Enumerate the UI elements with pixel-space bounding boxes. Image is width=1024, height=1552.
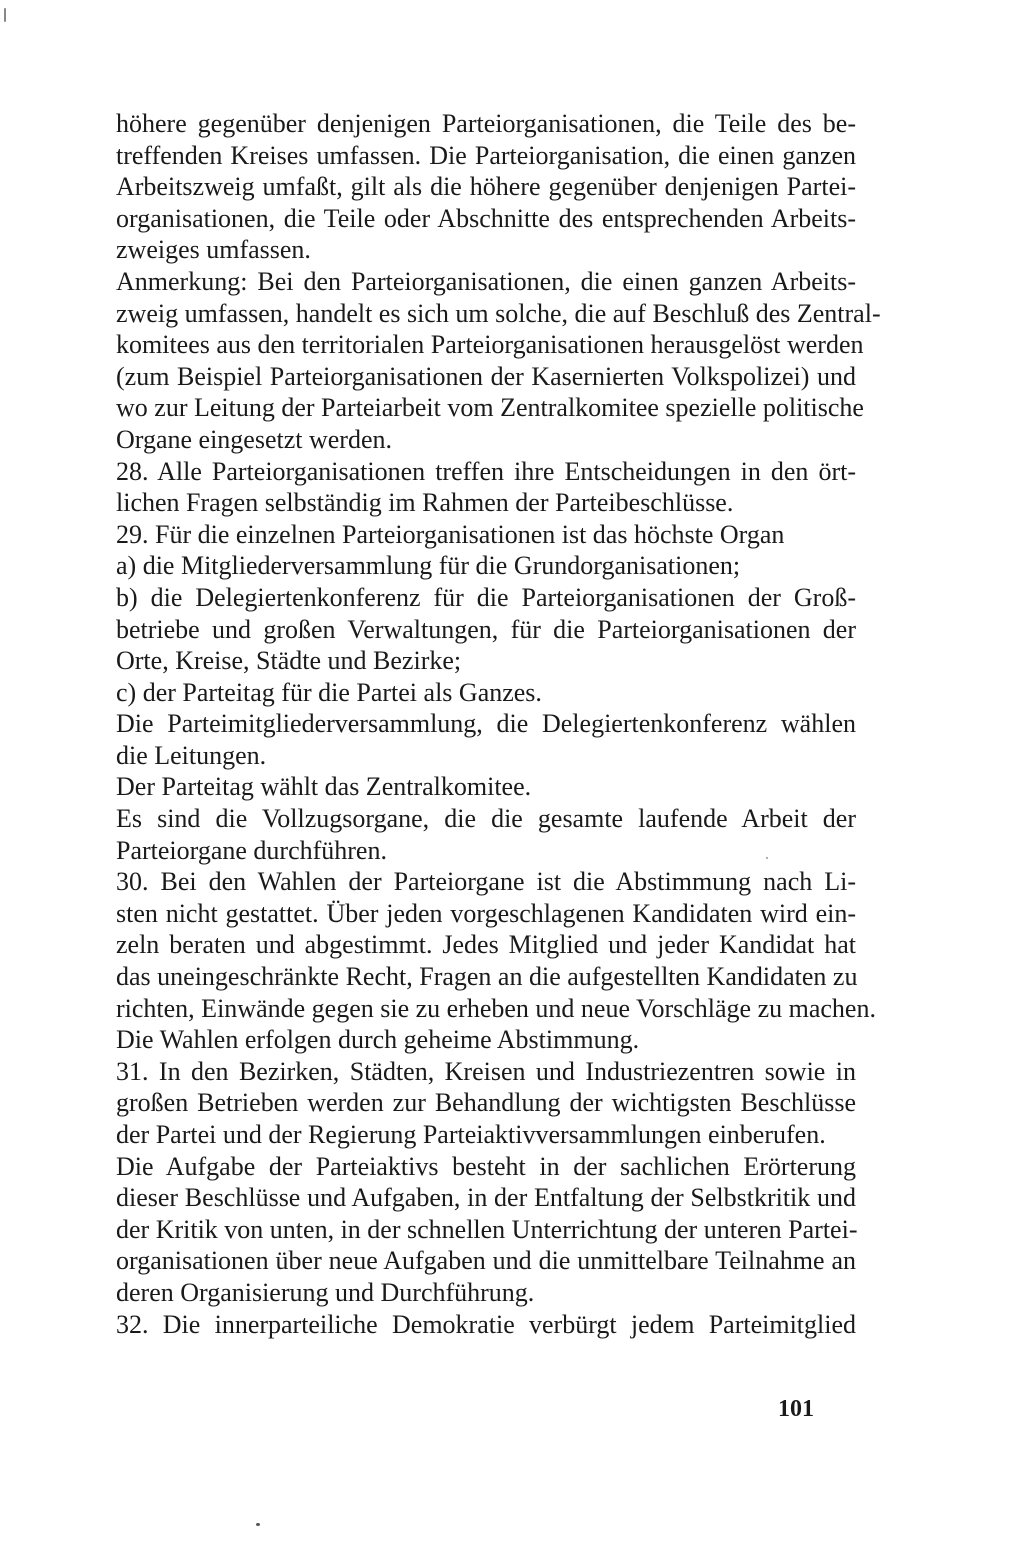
text-line: das uneingeschränkte Recht, Fragen an die aufgestellten Kandidaten zu <box>116 962 858 992</box>
text-line: Anmerkung: Bei den Parteiorganisationen, die einen ganzen Arbeits- <box>116 266 856 296</box>
text-line: 30. Bei den Wahlen der Parteiorgane ist die Abstimmung nach Li- <box>116 867 856 897</box>
text-line: Die Aufgabe der Parteiaktivs besteht in der sachlichen Erörterung <box>116 1151 856 1181</box>
text-line: Orte, Kreise, Städte und Bezirke; <box>116 646 462 676</box>
text-line: a) die Mitgliederversammlung für die Grundorganisationen; <box>116 551 741 581</box>
body-text <box>116 108 881 1340</box>
text-line: der Partei und der Regierung Parteiaktivversammlungen einberufen. <box>116 1120 826 1149</box>
text-line: zeln beraten und abgestimmt. Jedes Mitglied und jeder Kandidat hat <box>116 930 856 960</box>
text-line: treffenden Kreises umfassen. Die Parteiorganisation, die einen ganzen <box>116 140 856 170</box>
text-line: (zum Beispiel Parteiorganisationen der Kasernierten Volkspolizei) und <box>116 361 856 391</box>
text-line: wo zur Leitung der Parteiarbeit vom Zentralkomitee spezielle politische <box>116 393 864 423</box>
text-line: richten, Einwände gegen sie zu erheben und neue Vorschläge zu machen. <box>116 993 876 1023</box>
text-line: höhere gegenüber denjenigen Parteiorganisationen, die Teile des be- <box>116 109 856 138</box>
text-line: zweiges umfassen. <box>116 235 311 265</box>
text-line: sten nicht gestattet. Über jeden vorgeschlagenen Kandidaten wird ein- <box>116 898 856 928</box>
page-number: 101 <box>778 1396 814 1422</box>
text-line: betriebe und großen Verwaltungen, für die Parteiorganisationen der <box>116 614 856 644</box>
text-line: Arbeitszweig umfaßt, gilt als die höhere gegenüber denjenigen Partei- <box>116 172 856 202</box>
scan-speck <box>256 1523 260 1526</box>
text-line: Organe eingesetzt werden. <box>116 424 393 454</box>
text-line: großen Betrieben werden zur Behandlung der wichtigsten Beschlüsse <box>116 1088 856 1118</box>
text-line: zweig umfassen, handelt es sich um solche, die auf Beschluß des Zentral- <box>116 298 881 328</box>
text-line: die Leitungen. <box>116 740 267 770</box>
text-line: Es sind die Vollzugsorgane, die die gesamte laufende Arbeit der <box>116 804 856 834</box>
text-line: lichen Fragen selbständig im Rahmen der Parteibeschlüsse. <box>116 488 734 518</box>
text-line: 31. In den Bezirken, Städten, Kreisen und Industriezentren sowie in <box>116 1056 856 1086</box>
text-line: organisationen über neue Aufgaben und die unmittelbare Teilnahme an <box>116 1246 856 1276</box>
scan-speck <box>766 857 768 859</box>
text-line: c) der Parteitag für die Partei als Ganzes. <box>116 677 542 707</box>
text-line: komitees aus den territorialen Parteiorganisationen herausgelöst werden <box>116 330 864 360</box>
text-line: deren Organisierung und Durchführung. <box>116 1277 535 1307</box>
text-line: 32. Die innerparteiliche Demokratie verbürgt jedem Parteimitglied <box>116 1309 856 1339</box>
text-line: Der Parteitag wählt das Zentralkomitee. <box>116 772 532 802</box>
scan-speck <box>4 8 6 22</box>
text-line: b) die Delegiertenkonferenz für die Parteiorganisationen der Groß- <box>116 582 856 612</box>
text-line: organisationen, die Teile oder Abschnitte des entsprechenden Arbeits- <box>116 203 856 233</box>
text-line: Die Parteimitgliederversammlung, die Delegiertenkonferenz wählen <box>116 709 856 739</box>
text-line: dieser Beschlüsse und Aufgaben, in der Entfaltung der Selbstkritik und <box>116 1183 856 1213</box>
text-line: Die Wahlen erfolgen durch geheime Abstimmung. <box>116 1025 640 1055</box>
text-line: 29. Für die einzelnen Parteiorganisationen ist das höchste Organ <box>116 519 785 549</box>
text-line: der Kritik von unten, in der schnellen Unterrichtung der unteren Partei- <box>116 1214 858 1244</box>
text-line: 28. Alle Parteiorganisationen treffen ihre Entscheidungen in den ört- <box>116 456 856 486</box>
text-line: Parteiorgane durchführen. <box>116 835 387 865</box>
